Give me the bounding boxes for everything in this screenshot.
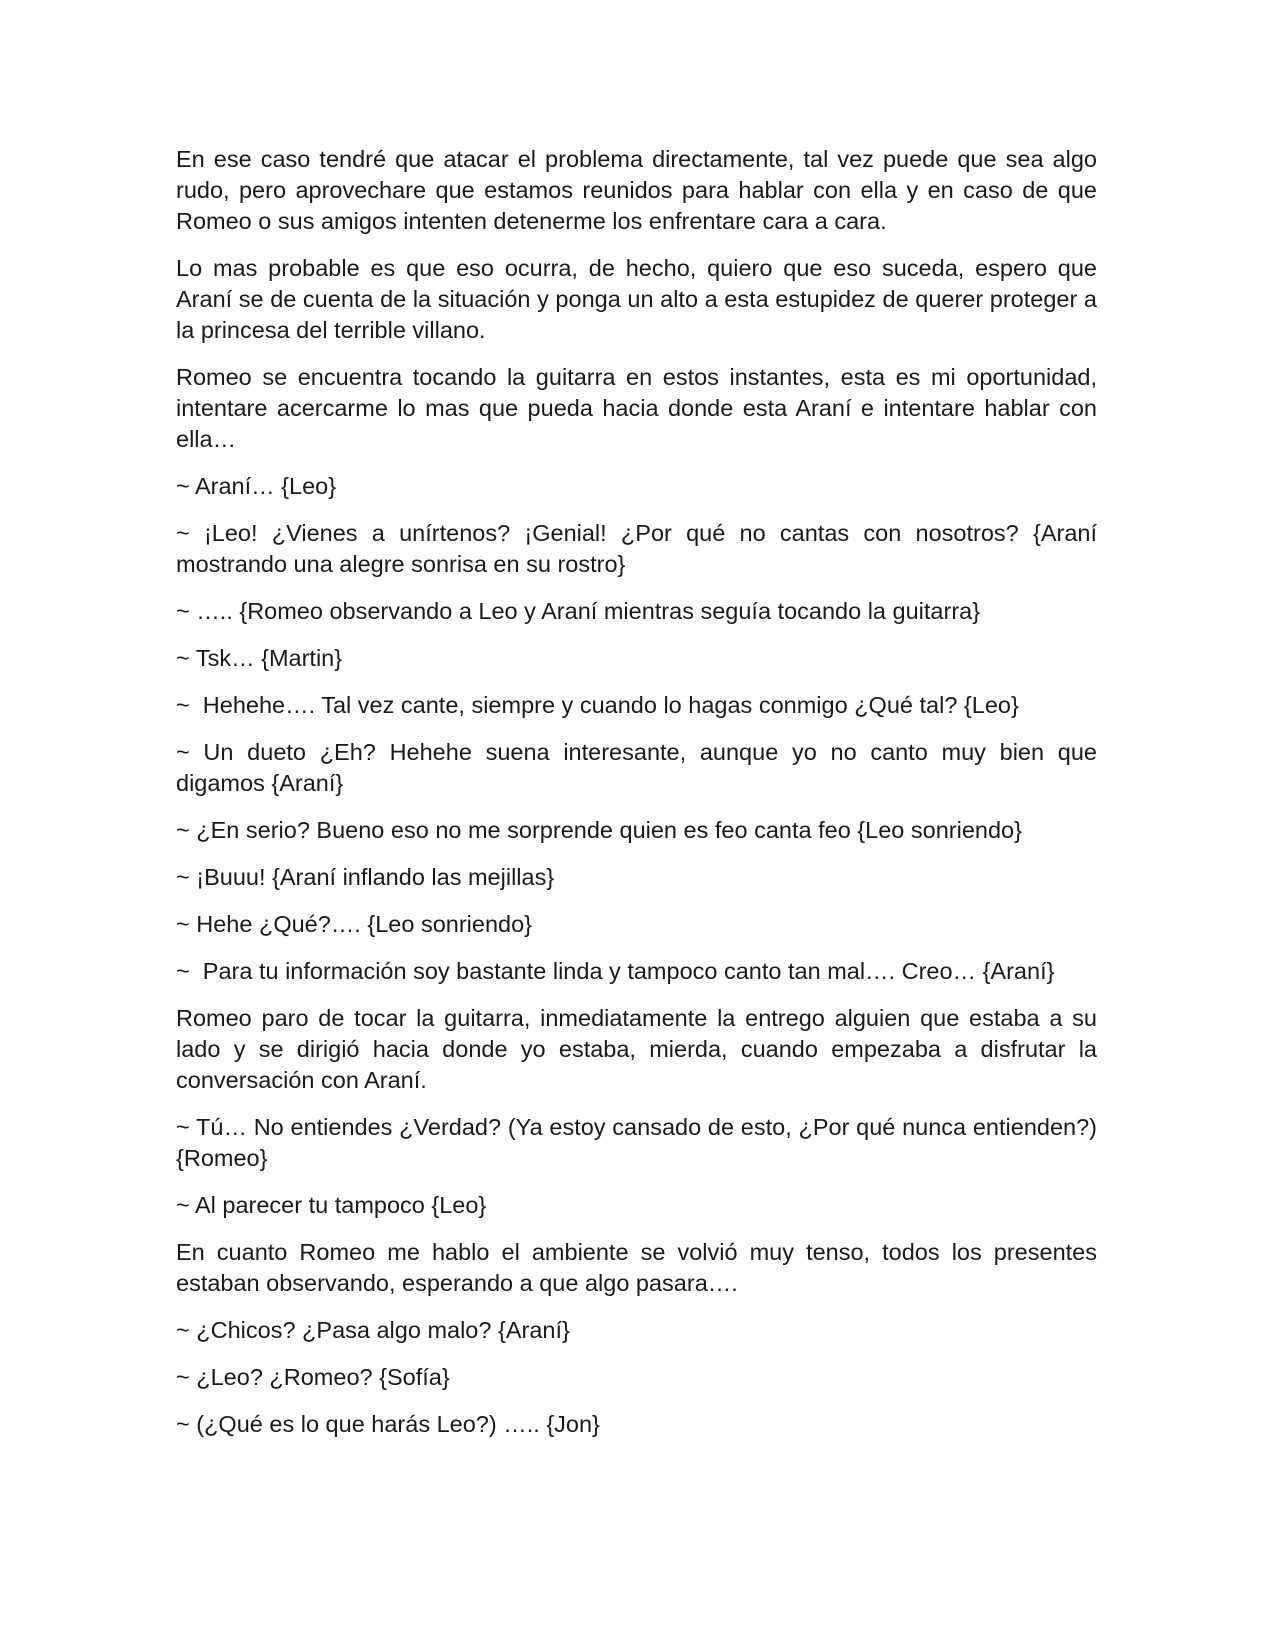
dialogue-line: ~ ¡Leo! ¿Vienes a unírtenos? ¡Genial! ¿Por qué no cantas con nosotros? {Araní mostrando una alegre sonrisa en su rostro} [176, 520, 1104, 577]
dialogue-line: ~ Para tu información soy bastante linda y tampoco canto tan mal…. Creo… {Araní} [176, 958, 1055, 984]
paragraph-narration: Lo mas probable es que eso ocurra, de hecho, quiero que eso suceda, espero que Araní se de cuenta de la situación y ponga un alto a esta estupidez de querer proteger a la princesa del terrible villano. [176, 255, 1104, 343]
paragraph-narration: Romeo paro de tocar la guitarra, inmediatamente la entrego alguien que estaba a su lado y se dirigió hacia donde yo estaba, mierda, cuando empezaba a disfrutar la conversación con Araní. [176, 1005, 1104, 1093]
dialogue-line: ~ Al parecer tu tampoco {Leo} [176, 1192, 487, 1218]
document-page [176, 144, 1104, 1456]
dialogue-line: ~ ….. {Romeo observando a Leo y Araní mientras seguía tocando la guitarra} [176, 598, 981, 624]
dialogue-line: ~ Un dueto ¿Eh? Hehehe suena interesante, aunque yo no canto muy bien que digamos {Araní} [176, 739, 1104, 796]
paragraph-narration: En cuanto Romeo me hablo el ambiente se volvió muy tenso, todos los presentes estaban observando, esperando a que algo pasara…. [176, 1239, 1104, 1296]
dialogue-line: ~ (¿Qué es lo que harás Leo?) ….. {Jon} [176, 1411, 600, 1437]
dialogue-line: ~ ¿Chicos? ¿Pasa algo malo? {Araní} [176, 1317, 570, 1343]
dialogue-line: ~ Tú… No entiendes ¿Verdad? (Ya estoy cansado de esto, ¿Por qué nunca entienden?) {Romeo} [176, 1114, 1104, 1171]
paragraph-narration: Romeo se encuentra tocando la guitarra en estos instantes, esta es mi oportunidad, intentare acercarme lo mas que pueda hacia donde esta Araní e intentare hablar con ella… [176, 364, 1104, 452]
paragraph-narration: En ese caso tendré que atacar el problema directamente, tal vez puede que sea algo rudo, pero aprovechare que estamos reunidos para hablar con ella y en caso de que Romeo o sus amigos intenten detenerme los enfrentare cara a cara. [176, 146, 1104, 234]
dialogue-line: ~ Hehe ¿Qué?…. {Leo sonriendo} [176, 911, 533, 937]
dialogue-line: ~ Hehehe…. Tal vez cante, siempre y cuando lo hagas conmigo ¿Qué tal? {Leo} [176, 692, 1019, 718]
dialogue-line: ~ ¿En serio? Bueno eso no me sorprende quien es feo canta feo {Leo sonriendo} [176, 817, 1022, 843]
dialogue-line: ~ ¿Leo? ¿Romeo? {Sofía} [176, 1364, 450, 1390]
dialogue-line: ~ Tsk… {Martin} [176, 645, 343, 671]
dialogue-line: ~ Araní… {Leo} [176, 473, 337, 499]
dialogue-line: ~ ¡Buuu! {Araní inflando las mejillas} [176, 864, 555, 890]
